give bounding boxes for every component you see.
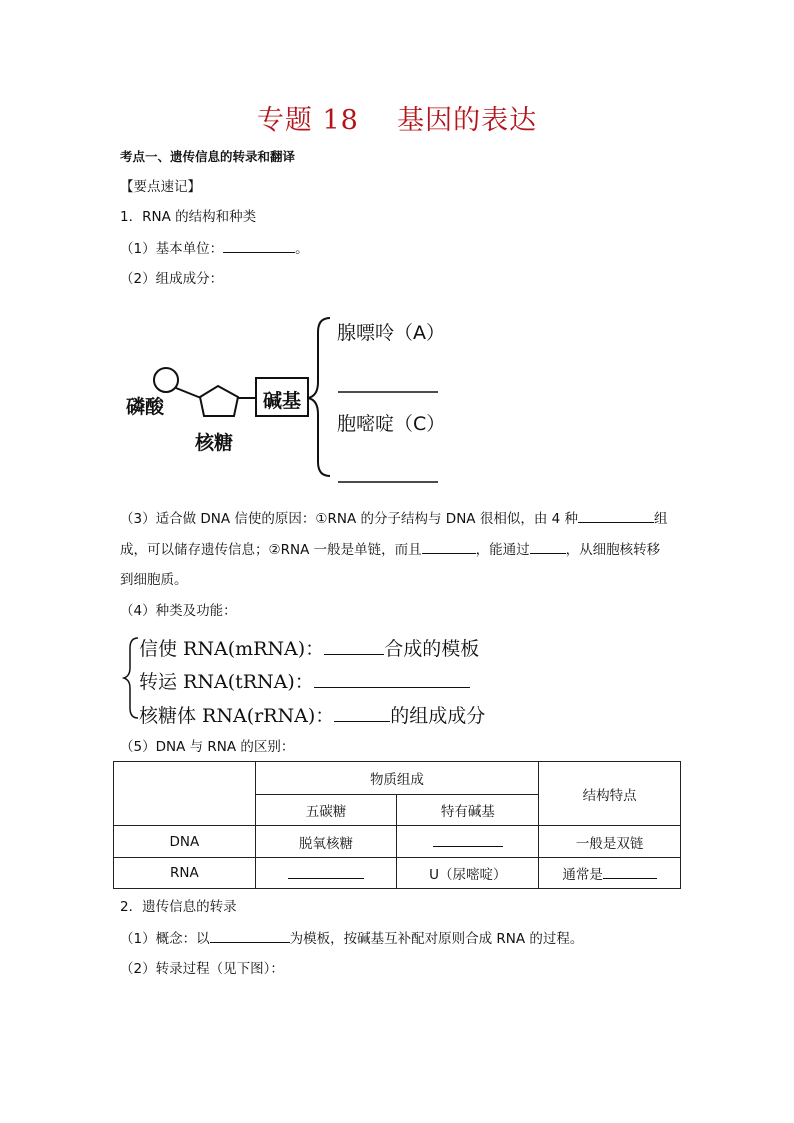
section-heading-1: 考点一、遗传信息的转录和翻译 bbox=[120, 149, 296, 164]
header-base: 特有碱基 bbox=[397, 795, 539, 826]
cell-rna-base: U（尿嘧啶） bbox=[397, 858, 539, 889]
mrna-line bbox=[139, 634, 479, 661]
item3-line3: 到细胞质。 bbox=[120, 572, 188, 588]
ribose-pentagon bbox=[200, 386, 238, 416]
item1-sub2: （2）组成成分： bbox=[120, 271, 224, 287]
cell-dna-name: DNA bbox=[114, 826, 256, 858]
phosphate-circle bbox=[154, 368, 178, 392]
item3-line1 bbox=[120, 508, 668, 529]
item3-text-5: ，从细胞核转移 bbox=[565, 542, 661, 558]
mrna-function: 合成的模板 bbox=[384, 638, 480, 660]
blank-template[interactable] bbox=[210, 928, 290, 943]
blank-mrna[interactable] bbox=[324, 636, 384, 655]
blank-nuclear-pore[interactable] bbox=[530, 539, 566, 554]
header-structure: 结构特点 bbox=[539, 762, 681, 826]
item1-heading: 1．RNA 的结构和种类 bbox=[120, 209, 257, 225]
section2-concept bbox=[120, 928, 583, 949]
header-material: 物质组成 bbox=[255, 762, 539, 795]
page-title: 专题 18 基因的表达 bbox=[256, 105, 538, 136]
blank-trna[interactable] bbox=[314, 669, 470, 688]
blank-nucleotides[interactable] bbox=[578, 508, 654, 523]
trna-line bbox=[139, 667, 470, 694]
base-brace bbox=[308, 318, 330, 476]
cell-dna-sugar: 脱氧核糖 bbox=[255, 826, 397, 858]
bond-phosphate-sugar bbox=[176, 388, 201, 398]
mrna-label: 信使 RNA(mRNA)： bbox=[139, 638, 325, 660]
item3-text-1: （3）适合做 DNA 信使的原因：①RNA 的分子结构与 DNA 很相似，由 4 种 bbox=[120, 511, 578, 527]
table-row-rna bbox=[114, 858, 681, 889]
cell-rna-sugar bbox=[255, 858, 397, 889]
cell-dna-struct: 一般是双链 bbox=[539, 826, 681, 858]
item3-text-3: 成，可以储存遗传信息；②RNA 一般是单链，而且 bbox=[120, 542, 422, 558]
cell-dna-base bbox=[397, 826, 539, 858]
blank-rna-sugar[interactable] bbox=[288, 864, 364, 879]
base-adenine: 腺嘌呤（A） bbox=[337, 322, 445, 344]
cell-rna-struct bbox=[539, 858, 681, 889]
concept-text-2: 为模板，按碱基互补配对原则合成 RNA 的过程。 bbox=[289, 931, 584, 947]
rna-types-brace bbox=[120, 634, 140, 722]
blank-size[interactable] bbox=[422, 539, 476, 554]
item4-label: （4）种类及功能： bbox=[120, 603, 237, 619]
header-sugar: 五碳糖 bbox=[255, 795, 397, 826]
trna-label: 转运 RNA(tRNA)： bbox=[139, 671, 314, 693]
rrna-function: 的组成成分 bbox=[390, 705, 486, 727]
concept-text-1: （1）概念：以 bbox=[120, 931, 210, 947]
blank-dna-base[interactable] bbox=[433, 832, 503, 847]
item1-sub1 bbox=[120, 238, 309, 259]
base-label: 碱基 bbox=[263, 390, 302, 412]
item1-sub1-label: （1）基本单位： bbox=[120, 241, 224, 257]
section2-process: （2）转录过程（见下图）： bbox=[120, 961, 284, 977]
blank-rna-struct[interactable] bbox=[603, 864, 657, 879]
phosphate-label: 磷酸 bbox=[126, 396, 165, 418]
item3-line2 bbox=[120, 539, 660, 560]
dna-rna-table bbox=[113, 761, 681, 889]
ribose-label: 核糖 bbox=[195, 432, 234, 454]
rna-struct-text: 通常是 bbox=[562, 867, 603, 883]
table-row-dna bbox=[114, 826, 681, 858]
key-points-label: 【要点速记】 bbox=[120, 179, 201, 195]
item1-sub1-end: 。 bbox=[295, 241, 309, 257]
blank-basic-unit[interactable] bbox=[223, 238, 295, 253]
item3-text-2: 组 bbox=[654, 511, 668, 527]
blank-rrna[interactable] bbox=[334, 703, 390, 722]
item5-label: （5）DNA 与 RNA 的区别： bbox=[120, 739, 295, 755]
section2-heading: 2．遗传信息的转录 bbox=[120, 899, 237, 915]
table-corner bbox=[114, 762, 256, 826]
cell-rna-name: RNA bbox=[114, 858, 256, 889]
base-cytosine: 胞嘧啶（C） bbox=[337, 413, 446, 435]
rrna-line bbox=[139, 701, 485, 728]
item3-text-4: ，能通过 bbox=[475, 542, 530, 558]
rrna-label: 核糖体 RNA(rRNA)： bbox=[139, 705, 335, 727]
